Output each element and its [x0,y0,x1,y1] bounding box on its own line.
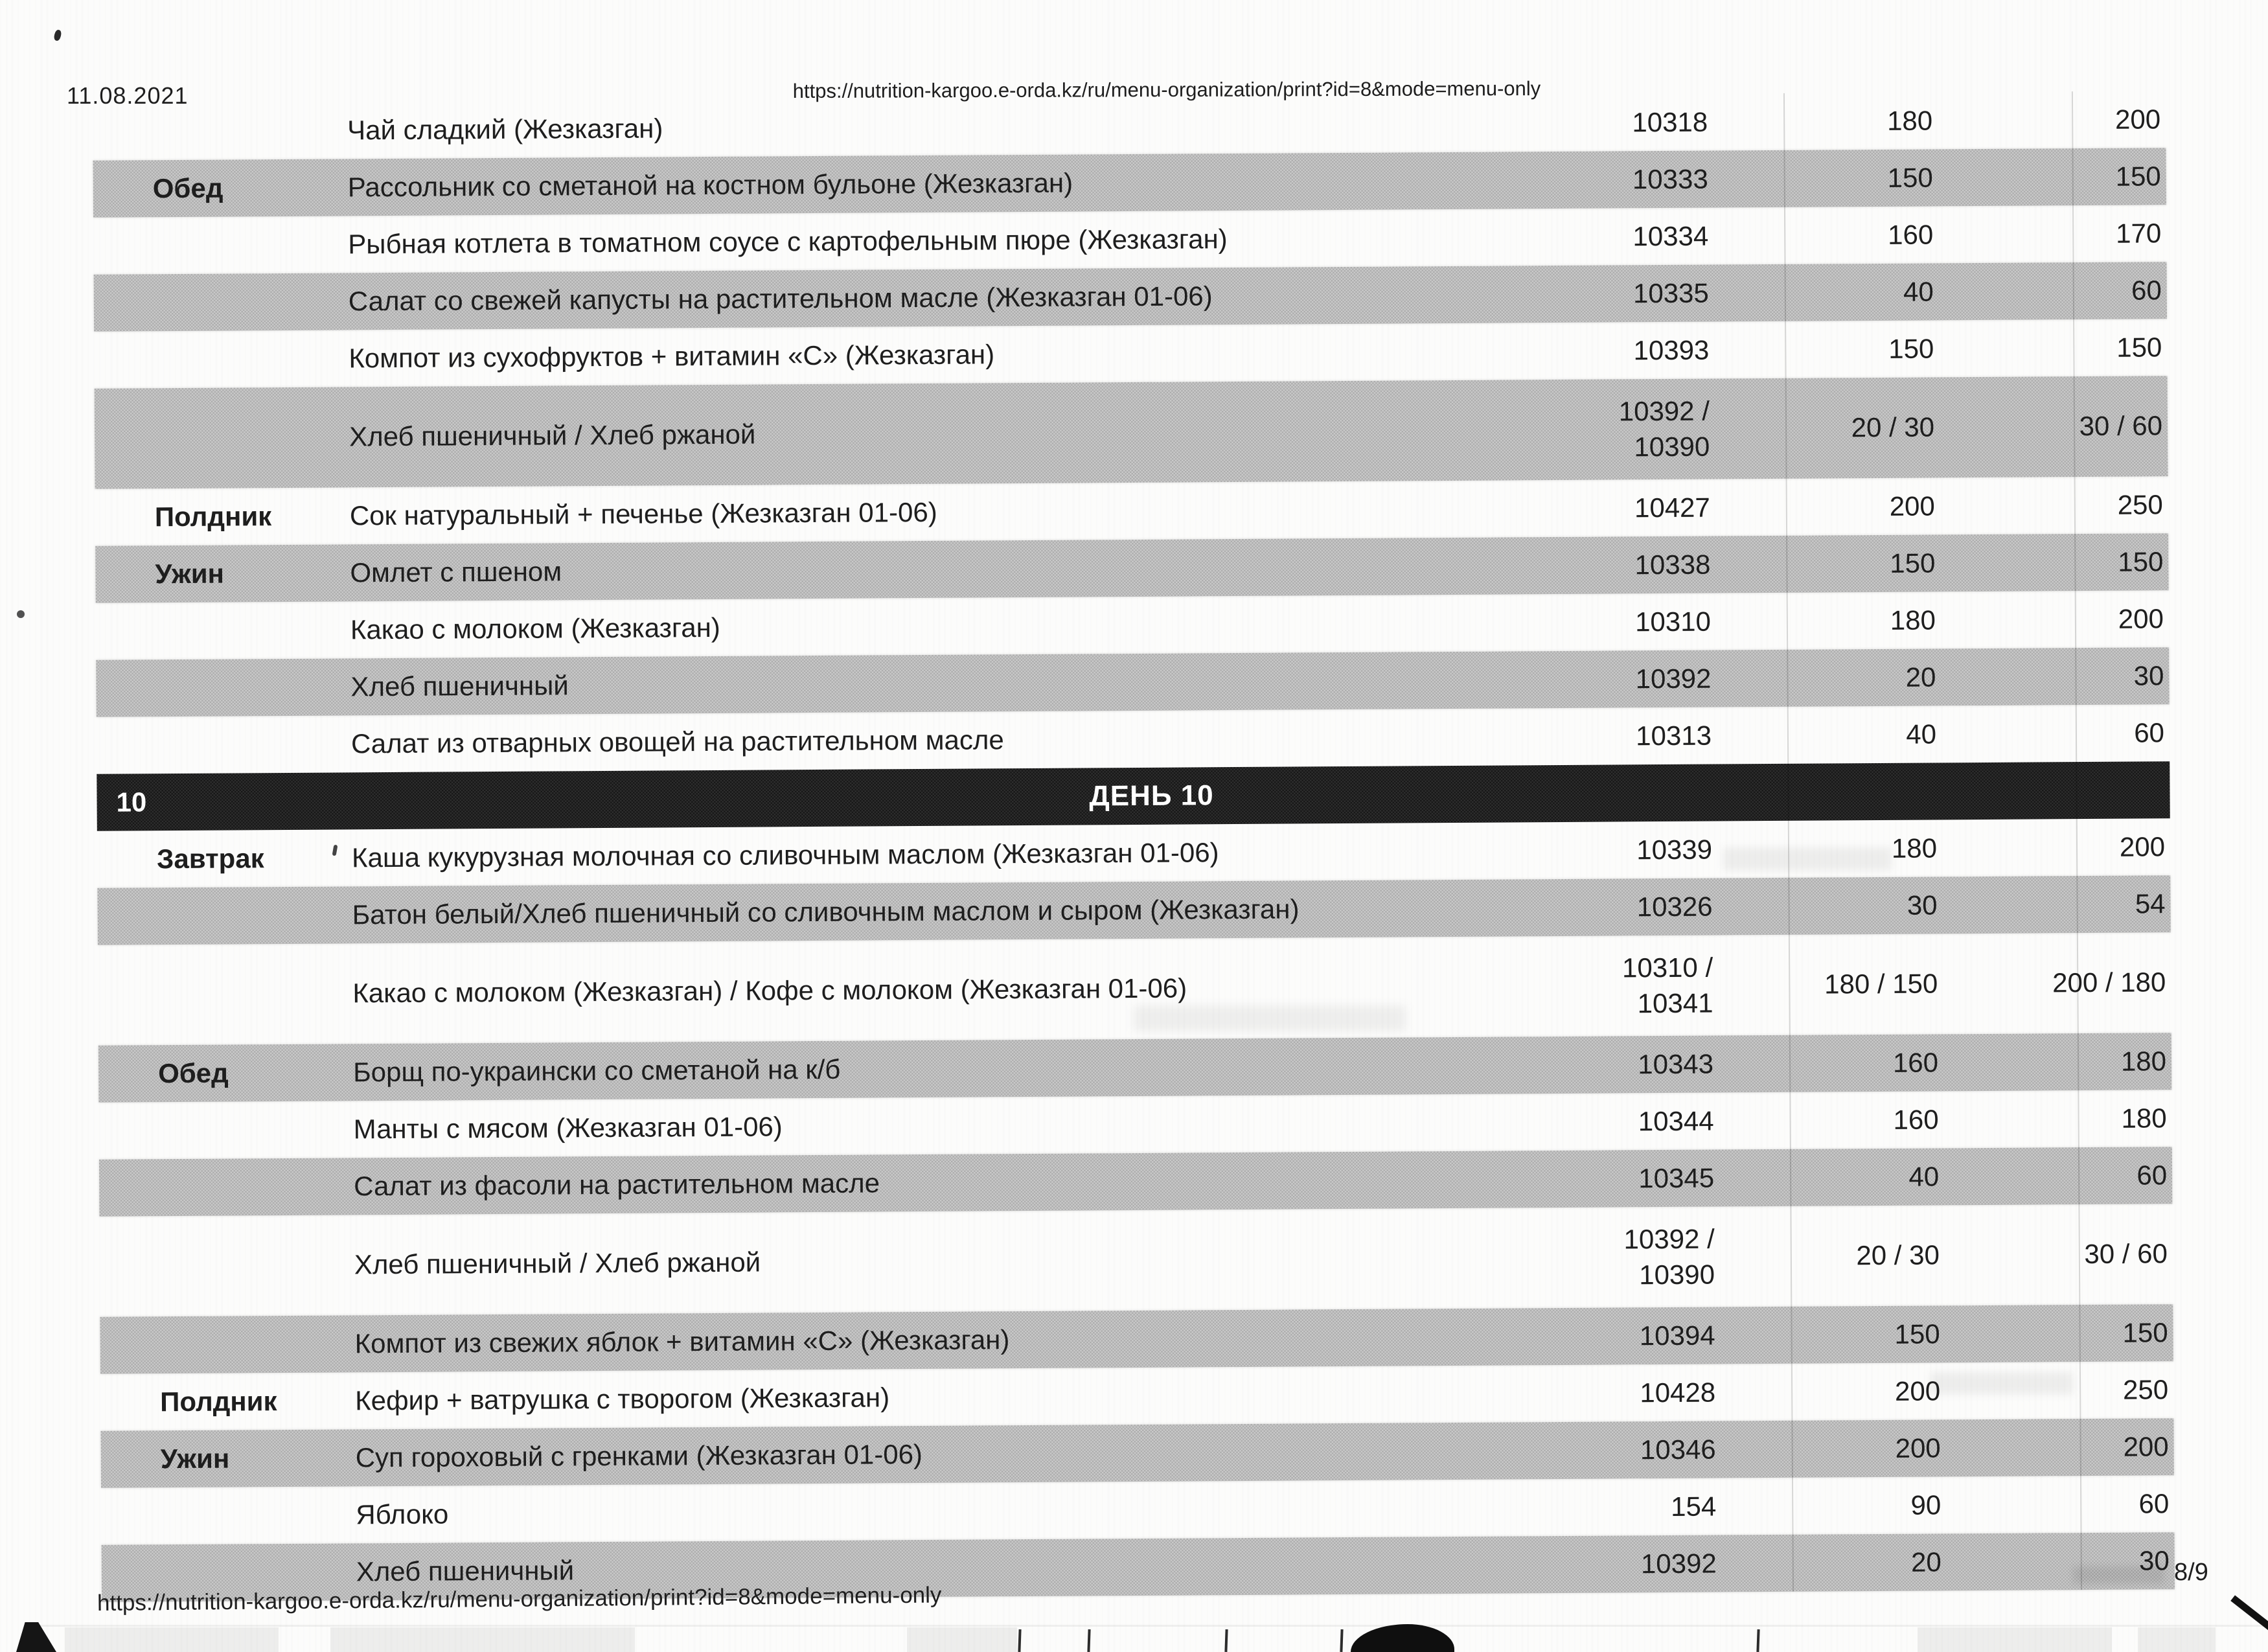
output-cell: 40 [1906,718,1937,750]
code-cell: 10427 [1634,492,1710,523]
output-cell: 200 [1889,490,1935,522]
day-number: 10 [116,786,147,818]
meal-cell: Полдник [154,500,272,532]
serving-cell: 180 [2120,1045,2167,1077]
menu-table [93,91,2175,1602]
output-cell: 150 [1890,547,1936,579]
code-cell: 10339 [1636,834,1713,865]
meal-cell [93,244,348,246]
dish-cell: Суп гороховый с гренками (Жезказган 01-06) [355,1438,923,1473]
output-cell: 40 [1903,276,1934,307]
scan-artifact [2230,1595,2268,1640]
serving-cell: 30 / 60 [2084,1238,2168,1270]
serving-cell: 250 [2117,488,2163,520]
dish-cell: Рыбная котлета в томатном соусе с картофельным пюре (Жезказган) [348,223,1228,260]
menu-row [99,1204,2173,1317]
serving-cell: 200 / 180 [2052,967,2166,998]
meal-cell [94,358,349,360]
footer-url: https://nutrition-kargoo.e-orda.kz/ru/menu-organization/print?id=8&mode=menu-only [97,1582,942,1616]
scan-artifact [39,1625,2268,1627]
meal-cell: Обед [157,1057,229,1088]
scan-artifact [53,29,62,41]
dish-cell: Хлеб пшеничный [350,670,569,702]
meal-cell [94,301,349,303]
menu-rows [93,91,2175,1602]
dish-cell: Каша кукурузная молочная со сливочным маслом (Жезказган 01-06) [351,836,1219,873]
dish-cell: Яблоко [356,1498,449,1530]
output-cell: 160 [1888,219,1934,250]
output-cell: 160 [1893,1104,1939,1135]
serving-cell: 200 [2118,602,2164,634]
print-date: 11.08.2021 [67,82,189,109]
meal-cell [100,1265,354,1267]
meal-cell [98,994,352,995]
meal-cell [96,687,350,688]
dish-cell: Рассольник со сметаной на костном бульоне (Жезказган) [347,167,1073,203]
page-number: 8/9 [2174,1559,2208,1586]
serving-cell: 250 [2122,1373,2169,1405]
dish-cell: Компот из свежих яблок + витамин «С» (Жезказган) [354,1324,1010,1359]
output-cell: 180 / 150 [1824,968,1938,1000]
serving-cell: 60 [2136,1159,2168,1191]
meal-cell: Ужин [160,1443,230,1474]
code-cell: 10392 / 10390 [1618,395,1710,462]
code-cell: 10326 [1636,891,1713,922]
code-cell: 154 [1671,1491,1717,1522]
output-cell: 150 [1894,1318,1940,1349]
dish-cell: Манты с мясом (Жезказган 01-06) [353,1111,783,1145]
code-cell: 10333 [1632,163,1708,194]
code-cell: 10392 / 10390 [1623,1223,1715,1290]
output-cell: 180 [1891,832,1938,864]
output-cell: 200 [1894,1375,1941,1406]
code-cell: 10392 [1640,1548,1717,1579]
code-cell: 10394 [1639,1320,1715,1351]
code-cell: 10344 [1638,1105,1714,1136]
code-cell: 10392 [1635,663,1712,694]
dish-cell: Омлет с пшеном [350,556,562,588]
output-cell: 20 [1910,1546,1942,1577]
scan-artifact [330,1627,635,1652]
serving-cell: 170 [2116,217,2162,249]
dish-cell: Салат со свежей капусты на растительном масле (Жезказган 01-06) [348,280,1213,317]
serving-cell: 60 [2134,717,2165,748]
dish-cell: Компот из сухофруктов + витамин «С» (Жезказган) [349,339,995,374]
serving-cell: 200 [2123,1430,2169,1462]
serving-cell: 30 [2133,660,2164,691]
serving-cell: 200 [2119,831,2166,862]
output-cell: 30 [1907,889,1938,921]
header-url: https://nutrition-kargoo.e-orda.kz/ru/menu-organization/print?id=8&mode=menu-only [792,76,1541,103]
dish-cell: Хлеб пшеничный / Хлеб ржаной [354,1246,761,1280]
meal-cell: Ужин [155,558,225,589]
code-cell: 10338 [1634,549,1711,580]
dish-cell: Сок натуральный + печенье (Жезказган 01-06) [349,496,937,531]
dish-cell: Батон белый/Хлеб пшеничный со сливочным маслом и сыром (Жезказган) [352,893,1300,930]
meal-cell [96,630,350,631]
code-cell: 10318 [1632,106,1708,137]
scan-artifact [2138,1627,2216,1652]
serving-cell: 150 [2122,1316,2168,1348]
meal-cell: Обед [152,172,223,203]
code-cell: 10313 [1636,720,1712,751]
dish-cell: Чай сладкий (Жезказган) [347,113,663,146]
serving-cell: 180 [2121,1102,2167,1134]
serving-cell: 150 [2118,545,2164,577]
meal-cell [102,1572,356,1573]
output-cell: 180 [1886,105,1933,136]
dish-cell: Хлеб пшеничный / Хлеб ржаной [349,419,756,452]
serving-cell: 60 [2131,274,2162,306]
dish-cell: Салат из фасоли на растительном масле [354,1167,880,1202]
meal-cell [100,1344,355,1345]
meal-cell: Завтрак [156,842,264,874]
scan-artifact [1340,1629,1343,1652]
scan-artifact [1918,1627,2112,1652]
serving-cell: 30 / 60 [2079,410,2163,442]
dish-cell: Борщ по-украински со сметаной на к/б [352,1053,841,1088]
code-cell: 10345 [1638,1162,1715,1193]
serving-cell: 200 [2114,103,2161,135]
output-cell: 90 [1910,1489,1942,1520]
scan-artifact [1756,1629,1759,1652]
meal-cell [98,915,352,916]
meal-cell [97,744,351,745]
dish-cell: Хлеб пшеничный [356,1555,575,1587]
meal-cell [99,1186,354,1187]
code-cell: 10343 [1638,1048,1714,1079]
serving-cell: 54 [2135,888,2166,919]
meal-cell [99,1129,354,1130]
scan-artifact [16,1622,56,1652]
day-title: ДЕНЬ 10 [1089,779,1214,812]
code-cell: 10393 [1633,334,1710,365]
dish-cell: Какао с молоком (Жезказган) / Кофе с молоком (Жезказган 01-06) [352,972,1187,1009]
menu-row [95,376,2168,489]
menu-row [98,932,2171,1046]
meal-cell [95,437,349,439]
meal-cell [93,130,347,132]
code-cell: 10428 [1640,1377,1716,1408]
scan-artifact [1351,1624,1454,1652]
output-cell: 160 [1892,1047,1939,1078]
serving-cell: 30 [2138,1544,2170,1576]
code-cell: 10310 [1634,606,1712,637]
output-cell: 20 [1905,661,1936,693]
code-cell: 10310 / 10341 [1621,952,1713,1018]
serving-cell: 60 [2138,1487,2170,1519]
output-cell: 20 / 30 [1851,411,1935,443]
scan-artifact [1018,1629,1021,1652]
scan-artifact [1087,1629,1090,1652]
serving-cell: 150 [2115,160,2161,192]
output-cell: 150 [1887,162,1933,193]
dish-cell: Какао с молоком (Жезказган) [350,612,720,645]
dish-cell: Кефир + ватрушка с творогом (Жезказган) [355,1382,890,1416]
meal-cell [101,1515,356,1516]
output-cell: 150 [1888,333,1934,364]
output-cell: 180 [1890,604,1936,636]
code-cell: 10346 [1640,1434,1716,1465]
scan-artifact [65,1627,279,1652]
code-cell: 10335 [1632,277,1709,308]
meal-cell: Полдник [160,1385,277,1417]
serving-cell: 150 [2116,331,2162,363]
scan-artifact [17,610,25,618]
output-cell: 40 [1908,1161,1940,1192]
scan-artifact [907,1627,1017,1652]
dish-cell: Салат из отварных овощей на растительном масле [350,724,1004,759]
output-cell: 20 / 30 [1856,1239,1940,1271]
scan-artifact [1224,1629,1228,1652]
output-cell: 200 [1895,1432,1941,1463]
code-cell: 10334 [1632,220,1709,251]
